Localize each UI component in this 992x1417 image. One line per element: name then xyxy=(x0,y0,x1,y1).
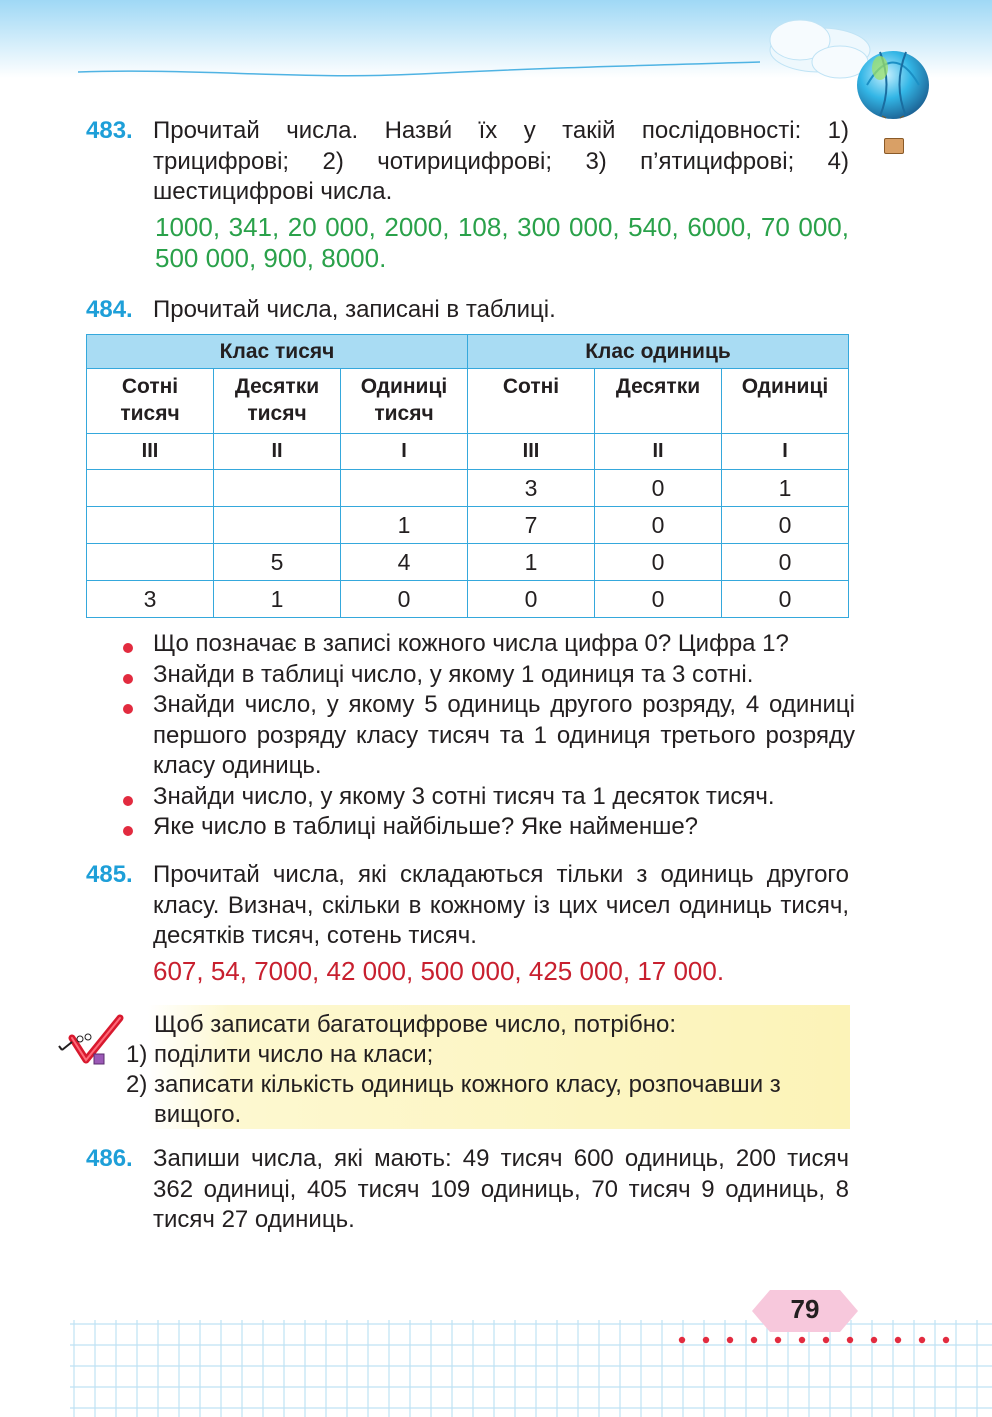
table-row xyxy=(87,470,849,507)
rule-intro: Щоб записати багатоцифрове число, потрібно: xyxy=(154,1011,677,1038)
list-item: Що позначає в записі кожного числа цифра 0? Цифра 1? xyxy=(120,629,855,660)
table-cell: 3 xyxy=(87,581,214,618)
table-cell: 0 xyxy=(595,581,722,618)
table-cell: 1 xyxy=(341,507,468,544)
list-item: Знайди в таблиці число, у якому 1 одиниця та 3 сотні. xyxy=(120,660,855,691)
bullet-icon xyxy=(123,674,133,684)
rank-header: Одиниці тисяч xyxy=(341,369,468,434)
table-row xyxy=(87,581,849,618)
rank-header: Десятки тисяч xyxy=(214,369,341,434)
table-cell: 0 xyxy=(595,470,722,507)
page-number: 79 xyxy=(790,1294,820,1324)
bullet-icon xyxy=(123,796,133,806)
roman-rank: III xyxy=(87,434,214,470)
task-483-number: 483. xyxy=(86,117,133,144)
table-cell xyxy=(341,470,468,507)
task-486-text: Запиши числа, які мають: 49 тисяч 600 одиниць, 200 тисяч 362 одиниці, 405 тисяч 109 одиниць, 70 тисяч 9 одиниць, 8 тисяч 27 одиниць. xyxy=(153,1145,849,1233)
table-cell: 4 xyxy=(341,544,468,581)
table-cell xyxy=(87,507,214,544)
balloon-basket xyxy=(884,138,904,154)
roman-rank: I xyxy=(722,434,849,470)
sky-decoration xyxy=(0,0,992,120)
task-483-numbers: 1000, 341, 20 000, 2000, 108, 300 000, 540, 6000, 70 000, 500 000, 900, 8000. xyxy=(155,212,849,273)
table-row xyxy=(87,507,849,544)
rule-text xyxy=(120,1010,850,1130)
task-485-number: 485. xyxy=(86,861,133,888)
table-cell: 3 xyxy=(468,470,595,507)
header-class-units: Клас одиниць xyxy=(468,335,849,369)
rank-header: Сотні тисяч xyxy=(87,369,214,434)
dots-decoration xyxy=(676,1334,966,1346)
table-cell: 1 xyxy=(214,581,341,618)
table-cell: 0 xyxy=(595,544,722,581)
rule-step: 2) записати кількість одиниць кожного класу, розпочавши з вищого. xyxy=(126,1071,781,1128)
task-485-text: Прочитай числа, які складаються тільки з одиниць другого класу. Визнач, скільки в кожному із цих чисел одиниць тисяч, десятків тисяч, сотень тисяч. xyxy=(153,861,849,949)
task-486-number: 486. xyxy=(86,1145,133,1172)
table-cell: 0 xyxy=(595,507,722,544)
table-cell xyxy=(87,544,214,581)
table-cell: 1 xyxy=(722,470,849,507)
table-cell xyxy=(87,470,214,507)
check-mark-mascot-icon xyxy=(58,1012,124,1068)
roman-rank: II xyxy=(214,434,341,470)
table-cell: 0 xyxy=(341,581,468,618)
list-item: Яке число в таблиці найбільше? Яке найменше? xyxy=(120,812,855,843)
list-item: Знайди число, у якому 3 сотні тисяч та 1 десяток тисяч. xyxy=(120,782,855,813)
bullet-icon xyxy=(123,704,133,714)
rule-step: 1) поділити число на класи; xyxy=(126,1041,434,1068)
task-483-text: Прочитай числа. Назви́ їх у такій послідовності: 1) трицифрові; 2) чотирицифрові; 3) п’ятицифрові; 4) шестицифрові числа. xyxy=(153,117,849,205)
place-value-table xyxy=(86,334,849,618)
table-cell: 0 xyxy=(468,581,595,618)
bullet-icon xyxy=(123,643,133,653)
rank-header: Сотні xyxy=(468,369,595,434)
bullet-icon xyxy=(123,826,133,836)
table-cell: 0 xyxy=(722,544,849,581)
task-484-text: Прочитай числа, записані в таблиці. xyxy=(153,296,556,323)
table-cell: 5 xyxy=(214,544,341,581)
table-row xyxy=(87,544,849,581)
table-cell: 7 xyxy=(468,507,595,544)
rank-header: Одиниці xyxy=(722,369,849,434)
header-class-thousands: Клас тисяч xyxy=(87,335,468,369)
table-cell xyxy=(214,470,341,507)
hot-air-balloon-icon xyxy=(857,51,929,119)
list-item: Знайди число, у якому 5 одиниць другого розряду, 4 одиниці першого розряду класу тисяч та 1 одиниця третього розряду класу одиниць. xyxy=(120,690,855,782)
rank-header: Десятки xyxy=(595,369,722,434)
task-484-number: 484. xyxy=(86,296,133,323)
task-485-numbers: 607, 54, 7000, 42 000, 500 000, 425 000, 17 000. xyxy=(153,956,725,986)
table-cell: 1 xyxy=(468,544,595,581)
roman-rank: I xyxy=(341,434,468,470)
question-list xyxy=(120,629,855,843)
table-cell xyxy=(214,507,341,544)
roman-rank: II xyxy=(595,434,722,470)
table-cell: 0 xyxy=(722,581,849,618)
table-cell: 0 xyxy=(722,507,849,544)
roman-rank: III xyxy=(468,434,595,470)
